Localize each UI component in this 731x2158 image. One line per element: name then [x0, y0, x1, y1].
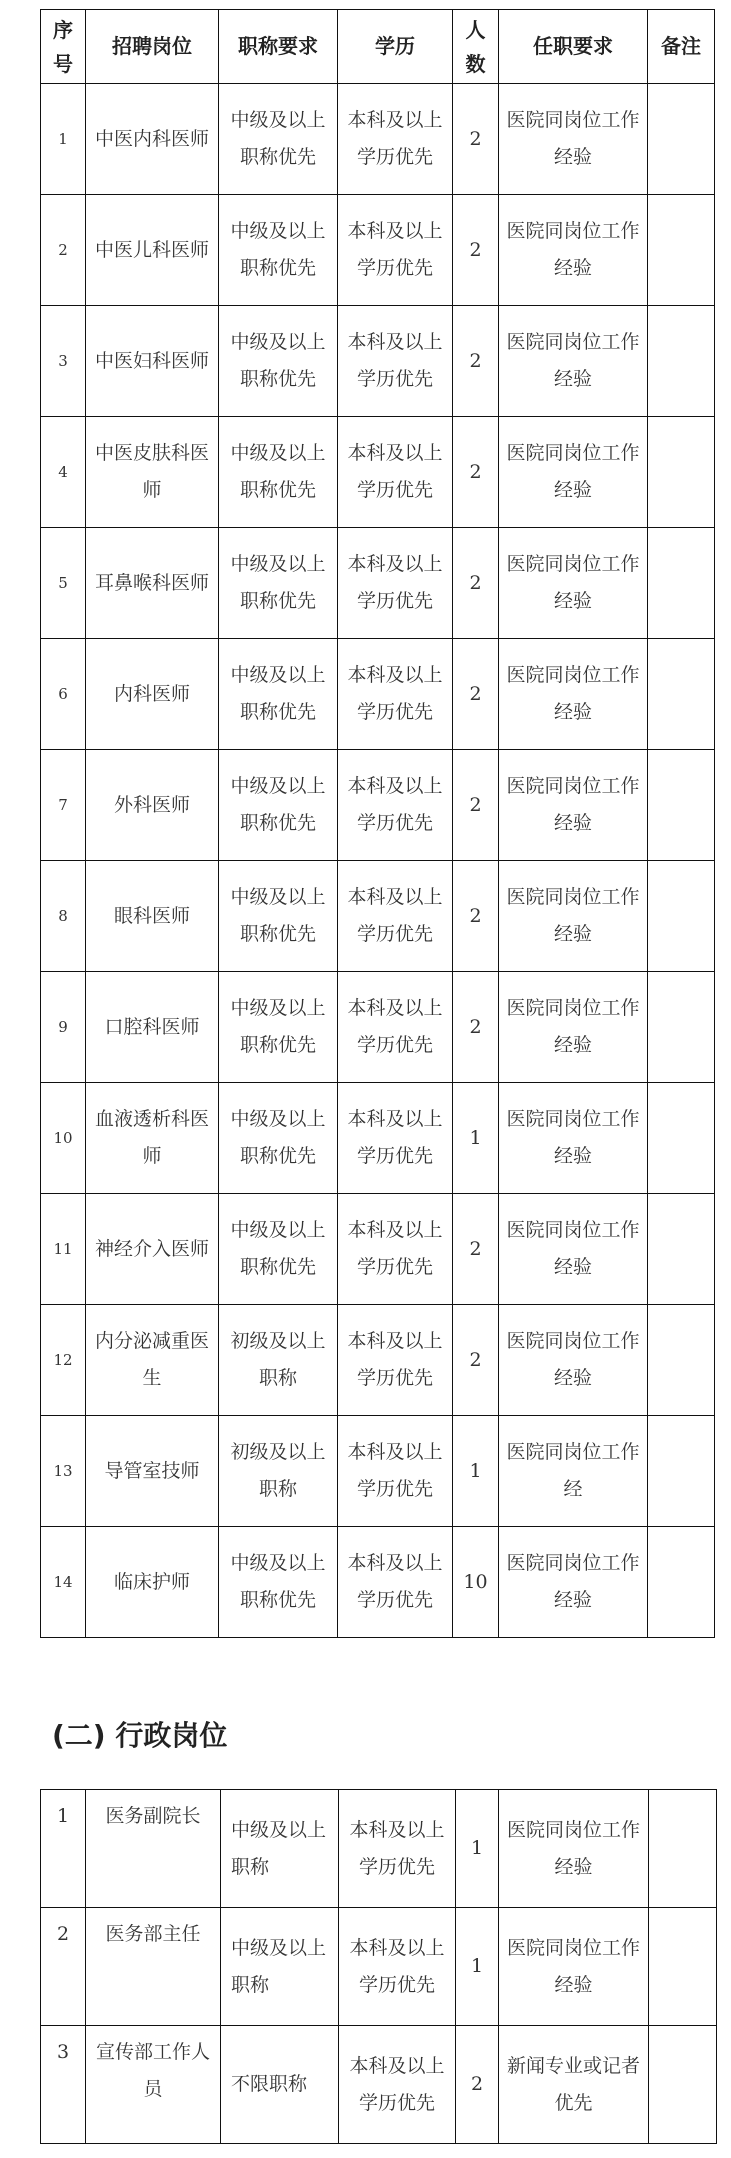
- cell-no: 10: [41, 1083, 86, 1194]
- cell-remark: [648, 528, 715, 639]
- cell-position: 导管室技师: [86, 1416, 219, 1527]
- cell-position: 口腔科医师: [86, 972, 219, 1083]
- cell-title-req: 初级及以上职称: [219, 1305, 338, 1416]
- cell-position: 临床护师: [86, 1527, 219, 1638]
- table-row: [41, 1790, 717, 1908]
- cell-requirement: 医院同岗位工作经验: [499, 972, 648, 1083]
- cell-title-req: 中级及以上职称优先: [219, 861, 338, 972]
- cell-count: 2: [456, 2026, 499, 2144]
- cell-no: 3: [41, 2026, 86, 2144]
- admin-positions-table: [40, 1789, 717, 2144]
- table-row: [41, 861, 715, 972]
- table-row: [41, 1194, 715, 1305]
- cell-requirement: 医院同岗位工作经验: [499, 417, 648, 528]
- cell-no: 9: [41, 972, 86, 1083]
- cell-count: 1: [456, 1908, 499, 2026]
- cell-position: 中医儿科医师: [86, 195, 219, 306]
- cell-remark: [648, 750, 715, 861]
- cell-requirement: 医院同岗位工作经验: [499, 1083, 648, 1194]
- table-row: [41, 528, 715, 639]
- cell-requirement: 医院同岗位工作经验: [499, 1194, 648, 1305]
- cell-education: 本科及以上学历优先: [338, 1305, 453, 1416]
- cell-remark: [648, 306, 715, 417]
- cell-remark: [648, 1416, 715, 1527]
- cell-education: 本科及以上学历优先: [339, 2026, 456, 2144]
- cell-no: 3: [41, 306, 86, 417]
- cell-no: 7: [41, 750, 86, 861]
- header-requirement: 任职要求: [499, 10, 648, 84]
- table-row: [41, 1083, 715, 1194]
- cell-requirement: 医院同岗位工作经验: [499, 1908, 649, 2026]
- header-title-req: 职称要求: [219, 10, 338, 84]
- header-count: 人数: [453, 10, 499, 84]
- cell-remark: [648, 195, 715, 306]
- table-row: [41, 417, 715, 528]
- medical-positions-table: [40, 9, 715, 1638]
- table-row: [41, 306, 715, 417]
- cell-position: 眼科医师: [86, 861, 219, 972]
- cell-no: 14: [41, 1527, 86, 1638]
- table-row: [41, 84, 715, 195]
- cell-count: 2: [453, 750, 499, 861]
- cell-count: 2: [453, 417, 499, 528]
- cell-position: 医务部主任: [86, 1908, 221, 2026]
- cell-education: 本科及以上学历优先: [338, 861, 453, 972]
- cell-no: 12: [41, 1305, 86, 1416]
- cell-education: 本科及以上学历优先: [338, 750, 453, 861]
- cell-title-req: 中级及以上职称优先: [219, 195, 338, 306]
- table-row: [41, 750, 715, 861]
- cell-no: 8: [41, 861, 86, 972]
- cell-no: 1: [41, 84, 86, 195]
- cell-remark: [648, 861, 715, 972]
- cell-count: 2: [453, 1305, 499, 1416]
- cell-title-req: 中级及以上职称优先: [219, 750, 338, 861]
- cell-remark: [648, 972, 715, 1083]
- cell-remark: [648, 1527, 715, 1638]
- cell-requirement: 新闻专业或记者优先: [499, 2026, 649, 2144]
- cell-education: 本科及以上学历优先: [338, 1194, 453, 1305]
- cell-remark: [648, 639, 715, 750]
- cell-position: 神经介入医师: [86, 1194, 219, 1305]
- cell-remark: [649, 1908, 717, 2026]
- header-position: 招聘岗位: [86, 10, 219, 84]
- cell-requirement: 医院同岗位工作经验: [499, 639, 648, 750]
- table-row: [41, 195, 715, 306]
- cell-requirement: 医院同岗位工作经验: [499, 1305, 648, 1416]
- cell-title-req: 中级及以上职称优先: [219, 639, 338, 750]
- cell-education: 本科及以上学历优先: [338, 528, 453, 639]
- cell-title-req: 中级及以上职称: [221, 1790, 339, 1908]
- cell-position: 外科医师: [86, 750, 219, 861]
- section-title-admin-positions: (二) 行政岗位: [52, 1719, 228, 1752]
- cell-requirement: 医院同岗位工作经验: [499, 528, 648, 639]
- cell-remark: [648, 84, 715, 195]
- cell-no: 1: [41, 1790, 86, 1908]
- cell-count: 2: [453, 639, 499, 750]
- cell-position: 宣传部工作人员: [86, 2026, 221, 2144]
- cell-requirement: 医院同岗位工作经验: [499, 861, 648, 972]
- cell-no: 4: [41, 417, 86, 528]
- table-row: [41, 639, 715, 750]
- cell-no: 13: [41, 1416, 86, 1527]
- table-row: [41, 1908, 717, 2026]
- cell-position: 血液透析科医师: [86, 1083, 219, 1194]
- cell-remark: [648, 1083, 715, 1194]
- cell-education: 本科及以上学历优先: [338, 417, 453, 528]
- cell-position: 中医妇科医师: [86, 306, 219, 417]
- table-row: [41, 2026, 717, 2144]
- cell-no: 5: [41, 528, 86, 639]
- cell-count: 1: [453, 1416, 499, 1527]
- cell-remark: [649, 1790, 717, 1908]
- cell-position: 内分泌减重医生: [86, 1305, 219, 1416]
- table-row: [41, 1416, 715, 1527]
- cell-position: 中医内科医师: [86, 84, 219, 195]
- cell-title-req: 中级及以上职称: [221, 1908, 339, 2026]
- cell-title-req: 中级及以上职称优先: [219, 1194, 338, 1305]
- cell-requirement: 医院同岗位工作经验: [499, 306, 648, 417]
- cell-education: 本科及以上学历优先: [338, 84, 453, 195]
- cell-title-req: 不限职称: [221, 2026, 339, 2144]
- cell-position: 医务副院长: [86, 1790, 221, 1908]
- cell-title-req: 初级及以上职称: [219, 1416, 338, 1527]
- header-education: 学历: [338, 10, 453, 84]
- cell-education: 本科及以上学历优先: [338, 1083, 453, 1194]
- cell-remark: [648, 1194, 715, 1305]
- cell-count: 10: [453, 1527, 499, 1638]
- cell-count: 2: [453, 306, 499, 417]
- cell-position: 内科医师: [86, 639, 219, 750]
- cell-title-req: 中级及以上职称优先: [219, 1083, 338, 1194]
- cell-count: 2: [453, 861, 499, 972]
- cell-education: 本科及以上学历优先: [339, 1908, 456, 2026]
- table-row: [41, 972, 715, 1083]
- cell-no: 2: [41, 1908, 86, 2026]
- cell-requirement: 医院同岗位工作经: [499, 1416, 648, 1527]
- cell-title-req: 中级及以上职称优先: [219, 528, 338, 639]
- cell-no: 2: [41, 195, 86, 306]
- cell-education: 本科及以上学历优先: [338, 972, 453, 1083]
- header-no: 序号: [41, 10, 86, 84]
- cell-count: 2: [453, 1194, 499, 1305]
- cell-education: 本科及以上学历优先: [338, 306, 453, 417]
- cell-remark: [649, 2026, 717, 2144]
- table-row: [41, 1527, 715, 1638]
- table-header-row: [41, 10, 715, 84]
- cell-count: 2: [453, 528, 499, 639]
- cell-count: 1: [456, 1790, 499, 1908]
- cell-requirement: 医院同岗位工作经验: [499, 750, 648, 861]
- cell-count: 2: [453, 195, 499, 306]
- cell-title-req: 中级及以上职称优先: [219, 972, 338, 1083]
- cell-education: 本科及以上学历优先: [338, 639, 453, 750]
- table-row: [41, 1305, 715, 1416]
- cell-title-req: 中级及以上职称优先: [219, 417, 338, 528]
- cell-remark: [648, 417, 715, 528]
- cell-title-req: 中级及以上职称优先: [219, 1527, 338, 1638]
- cell-title-req: 中级及以上职称优先: [219, 84, 338, 195]
- cell-education: 本科及以上学历优先: [338, 195, 453, 306]
- cell-count: 1: [453, 1083, 499, 1194]
- cell-title-req: 中级及以上职称优先: [219, 306, 338, 417]
- cell-requirement: 医院同岗位工作经验: [499, 84, 648, 195]
- cell-education: 本科及以上学历优先: [339, 1790, 456, 1908]
- cell-no: 6: [41, 639, 86, 750]
- cell-position: 耳鼻喉科医师: [86, 528, 219, 639]
- cell-requirement: 医院同岗位工作经验: [499, 195, 648, 306]
- header-remark: 备注: [648, 10, 715, 84]
- cell-remark: [648, 1305, 715, 1416]
- cell-no: 11: [41, 1194, 86, 1305]
- cell-requirement: 医院同岗位工作经验: [499, 1527, 648, 1638]
- cell-position: 中医皮肤科医师: [86, 417, 219, 528]
- cell-count: 2: [453, 84, 499, 195]
- cell-education: 本科及以上学历优先: [338, 1527, 453, 1638]
- cell-count: 2: [453, 972, 499, 1083]
- cell-education: 本科及以上学历优先: [338, 1416, 453, 1527]
- cell-requirement: 医院同岗位工作经验: [499, 1790, 649, 1908]
